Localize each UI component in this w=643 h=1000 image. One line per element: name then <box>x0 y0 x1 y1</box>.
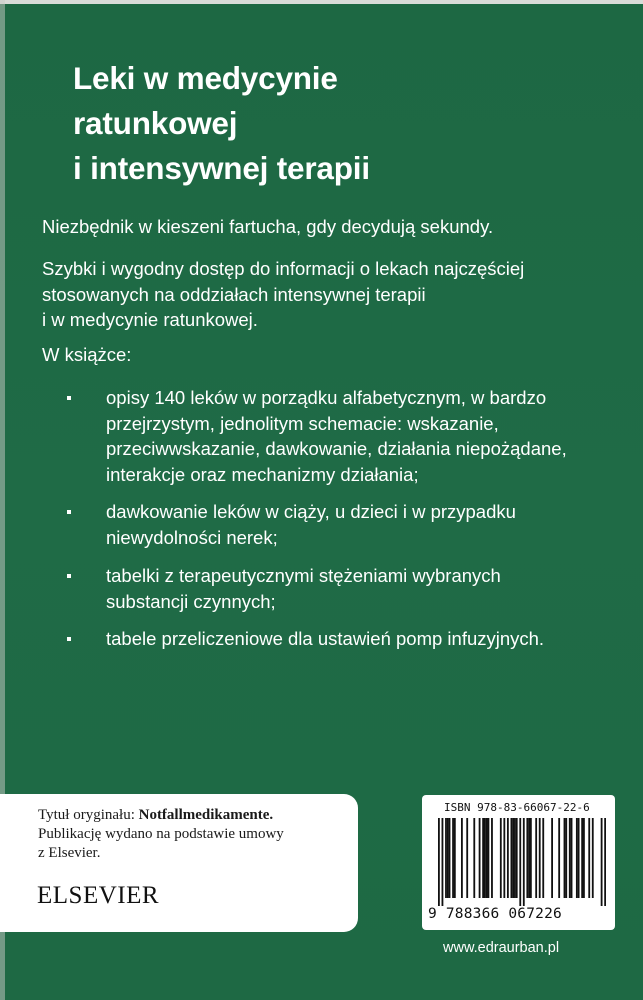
barcode-bar <box>466 818 468 898</box>
barcode-bar <box>488 818 490 898</box>
elsevier-logo: ELSEVIER <box>37 882 160 909</box>
barcode-bar <box>565 818 567 898</box>
title-line-2: ratunkowej <box>73 105 238 141</box>
cover-top-edge <box>0 0 643 4</box>
intro-line-1: Szybki i wygodny dostęp do informacji o lekach najczęściej <box>42 258 525 279</box>
barcode-bar <box>514 818 516 898</box>
barcode-bar <box>569 818 571 898</box>
list-item <box>42 563 501 614</box>
barcode-bar <box>535 818 537 898</box>
barcode-bar <box>592 818 594 898</box>
original-title-label: Tytuł oryginału: <box>38 807 135 823</box>
barcode-bar <box>604 818 606 906</box>
barcode-bar <box>539 818 541 898</box>
list-item <box>42 626 544 652</box>
isbn-label: ISBN 978-83-66067-22-6 <box>444 801 590 814</box>
barcode-bar <box>583 818 585 898</box>
barcode-bars <box>438 818 606 906</box>
list-item-line: przejrzystym, jednolitym schemacie: wskazanie, <box>106 412 499 434</box>
barcode-bar <box>526 818 528 898</box>
publisher-website: www.edraurban.pl <box>443 940 560 956</box>
barcode-bar <box>461 818 463 898</box>
list-item-line: niewydolności nerek; <box>106 526 278 548</box>
list-item <box>42 499 516 550</box>
barcode-bar <box>479 818 481 898</box>
barcode-bar <box>576 818 578 898</box>
publication-info-text <box>38 806 338 863</box>
publication-info-panel <box>0 794 358 932</box>
barcode-bar <box>571 818 573 898</box>
intro-line-2: stosowanych na oddziałach intensywnej terapii <box>42 283 426 305</box>
barcode-bar <box>601 818 603 906</box>
bullet-square-icon <box>67 396 71 400</box>
barcode-bar <box>491 818 493 898</box>
title-line-1: Leki w medycynie <box>73 60 338 96</box>
title-line-3: i intensywnej terapii <box>73 150 370 186</box>
intro-paragraph <box>42 256 612 333</box>
list-item-line: interakcje oraz mechanizmy działania; <box>106 463 419 485</box>
barcode-bar <box>482 818 484 898</box>
in-book-heading: W książce: <box>42 344 132 365</box>
barcode-bar <box>516 818 518 898</box>
barcode-bar <box>445 818 447 898</box>
isbn-barcode <box>422 795 615 930</box>
publication-line-2: z Elsevier. <box>38 845 101 861</box>
list-item-line: opisy 140 leków w porządku alfabetycznym, w bardzo <box>106 387 547 408</box>
bullet-square-icon <box>67 637 71 641</box>
barcode-bar <box>438 818 440 906</box>
barcode-bar <box>454 818 456 898</box>
list-item-line: dawkowanie leków w ciąży, u dzieci i w przypadku <box>106 501 516 522</box>
original-title: Notfallmedikamente. <box>138 807 274 823</box>
barcode-bar <box>578 818 580 898</box>
barcode-bar <box>523 818 525 906</box>
barcode-bar <box>473 818 475 898</box>
barcode-bar <box>511 818 513 898</box>
tagline: Niezbędnik w kieszeni fartucha, gdy decydują sekundy. <box>42 216 494 237</box>
barcode-bar <box>484 818 486 898</box>
bullet-square-icon <box>67 510 71 514</box>
bullet-square-icon <box>67 574 71 578</box>
barcode-bar <box>581 818 583 898</box>
list-item-line: przeciwwskazanie, dawkowanie, działania niepożądane, <box>106 438 567 459</box>
intro-line-3: i w medycynie ratunkowej. <box>42 309 258 330</box>
barcode-bar <box>449 818 451 898</box>
barcode-bar <box>452 818 454 898</box>
ean-digits: 9 788366 067226 <box>428 906 562 922</box>
barcode-bar <box>503 818 505 898</box>
barcode-bar <box>588 818 590 898</box>
list-item-line: tabele przeliczeniowe dla ustawień pomp infuzyjnych. <box>106 628 545 649</box>
barcode-bar <box>507 818 509 898</box>
barcode-bar <box>564 818 566 898</box>
barcode-bar <box>558 818 560 898</box>
barcode-bar <box>500 818 502 898</box>
barcode-bar <box>551 818 553 898</box>
barcode-bar <box>528 818 530 898</box>
list-item-line: substancji czynnych; <box>106 590 276 612</box>
barcode-bar <box>542 818 544 898</box>
barcode-bar <box>442 818 444 906</box>
publication-line-1: Publikację wydano na podstawie umowy <box>38 826 284 842</box>
barcode-bar <box>512 818 514 898</box>
barcode-bar <box>486 818 488 898</box>
list-item-line: tabelki z terapeutycznymi stężeniami wybranych <box>106 565 501 586</box>
barcode-bar <box>530 818 532 898</box>
barcode-bar <box>447 818 449 898</box>
list-item <box>42 385 567 487</box>
book-title <box>73 56 593 191</box>
barcode-bar <box>519 818 521 906</box>
